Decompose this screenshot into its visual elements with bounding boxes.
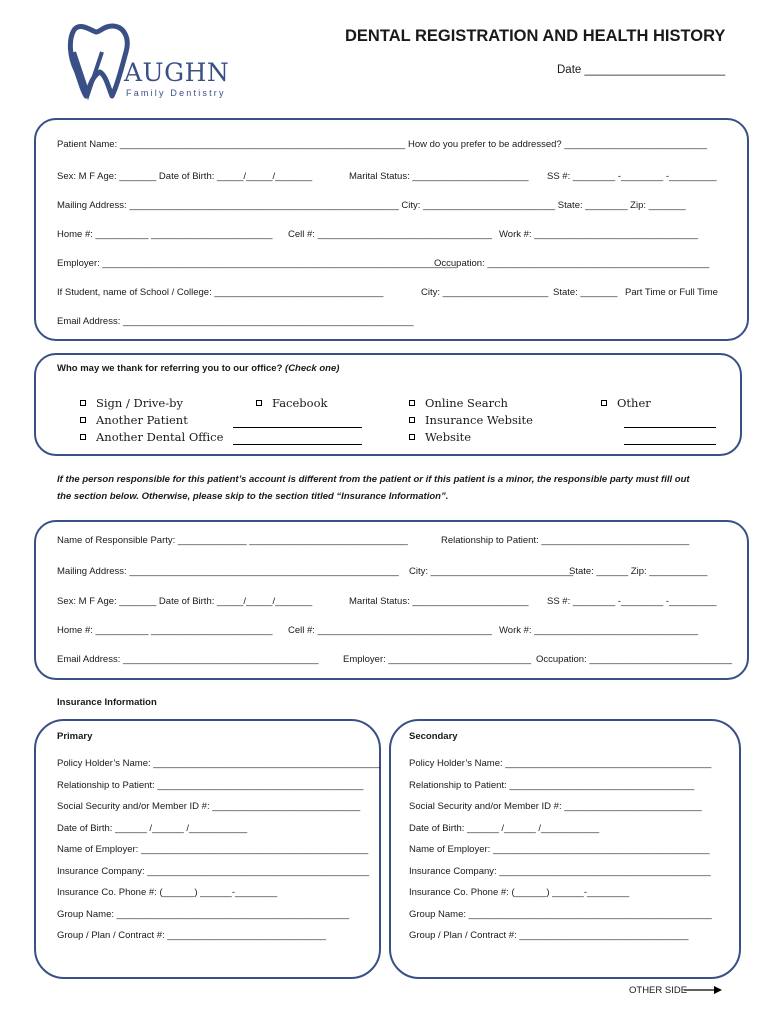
- referral-option-insurance-website[interactable]: [409, 413, 533, 427]
- secondary-insurance-field[interactable]: Social Security and/or Member ID #: __________________________: [409, 801, 702, 812]
- secondary-title: Secondary: [409, 731, 458, 742]
- referral-question: [57, 363, 339, 374]
- date-field[interactable]: Date ______________________: [557, 64, 726, 76]
- option-label: Online Search: [425, 396, 508, 410]
- secondary-insurance-field[interactable]: Policy Holder’s Name: _______________________________________: [409, 758, 712, 769]
- responsible-sex-age-dob-field[interactable]: Sex: M F Age: _______ Date of Birth: _____/_____/_______: [57, 596, 313, 607]
- primary-insurance-field[interactable]: Relationship to Patient: _______________________________________: [57, 779, 364, 791]
- secondary-insurance-field[interactable]: Insurance Company: ________________________________________: [409, 865, 711, 877]
- secondary-insurance-field[interactable]: Group / Plan / Contract #: ________________________________: [409, 930, 689, 941]
- responsible-ssn-field[interactable]: SS #: ________ -________ -_________: [547, 596, 717, 607]
- primary-title: Primary: [57, 731, 93, 742]
- primary-insurance-field[interactable]: Date of Birth: ______ /______ /___________: [57, 822, 248, 834]
- responsible-employer-field[interactable]: Employer: ___________________________: [343, 654, 532, 665]
- referral-option-facebook[interactable]: [256, 396, 327, 410]
- responsible-city-field[interactable]: City: ___________________________: [409, 566, 574, 577]
- marital-status-field[interactable]: Marital Status: ______________________: [349, 171, 529, 182]
- secondary-insurance-field[interactable]: Relationship to Patient: ___________________________________: [409, 779, 695, 791]
- option-label: Insurance Website: [425, 413, 533, 427]
- referral-option-online-search[interactable]: [409, 396, 508, 410]
- sex-age-dob-field[interactable]: Sex: M F Age: _______ Date of Birth: _____/_____/_______: [57, 171, 313, 182]
- checkbox[interactable]: [409, 417, 415, 423]
- secondary-insurance-field[interactable]: Date of Birth: ______ /______ /___________: [409, 822, 600, 834]
- responsible-address-field[interactable]: Mailing Address: ___________________________________________________: [57, 566, 399, 577]
- tooth-icon: [66, 22, 132, 102]
- option-label: Facebook: [272, 396, 328, 410]
- checkbox[interactable]: [80, 400, 86, 406]
- home-phone-field[interactable]: Home #: __________ _______________________: [57, 229, 273, 240]
- school-field[interactable]: If Student, name of School / College: ________________________________: [57, 287, 384, 298]
- patient-name-field[interactable]: Patient Name: ______________________________________________________: [57, 139, 406, 150]
- option-label: Sign / Drive-by: [96, 396, 183, 410]
- other-blank-2[interactable]: [624, 444, 716, 445]
- secondary-insurance-field[interactable]: Insurance Co. Phone #: (______) ______-________: [409, 887, 630, 898]
- checkbox[interactable]: [409, 434, 415, 440]
- occupation-field[interactable]: Occupation: __________________________________________: [434, 258, 710, 269]
- school-city-field[interactable]: City: ____________________: [421, 287, 549, 298]
- other-side-label: OTHER SIDE: [629, 985, 688, 996]
- referral-question-note: (Check one): [285, 363, 340, 374]
- responsible-home-field[interactable]: Home #: __________ _______________________: [57, 625, 273, 636]
- primary-insurance-field[interactable]: Group / Plan / Contract #: ______________________________: [57, 930, 326, 941]
- practice-logo: [66, 22, 246, 102]
- primary-insurance-field[interactable]: Group Name: ____________________________________________: [57, 908, 350, 920]
- referral-option-sign[interactable]: [80, 396, 183, 410]
- form-title: DENTAL REGISTRATION AND HEALTH HISTORY: [345, 27, 726, 45]
- logo-tagline: Family Dentistry: [126, 88, 226, 98]
- responsible-email-field[interactable]: Email Address: _____________________________________: [57, 654, 319, 665]
- responsible-party-notice-1: If the person responsible for this patient’s account is different from the patient or if this patient is a minor, the responsible party must fill out: [57, 474, 690, 485]
- responsible-name-field[interactable]: Name of Responsible Party: _____________ ______________________________: [57, 535, 408, 546]
- responsible-occupation-field[interactable]: Occupation: ___________________________: [536, 654, 732, 665]
- referral-option-another-patient[interactable]: [80, 413, 188, 427]
- primary-insurance-field[interactable]: Name of Employer: ___________________________________________: [57, 844, 369, 855]
- responsible-marital-field[interactable]: Marital Status: ______________________: [349, 596, 529, 607]
- work-phone-field[interactable]: Work #: _______________________________: [499, 229, 698, 240]
- referral-question-text: Who may we thank for referring you to our office?: [57, 363, 283, 374]
- employer-field[interactable]: Employer: ___________________________________________________________________: [57, 258, 457, 269]
- primary-insurance-field[interactable]: Social Security and/or Member ID #: ____________________________: [57, 801, 361, 812]
- insurance-heading: Insurance Information: [57, 697, 157, 708]
- responsible-cell-field[interactable]: Cell #: _________________________________: [288, 625, 492, 636]
- checkbox[interactable]: [256, 400, 262, 406]
- secondary-insurance-field[interactable]: Name of Employer: _________________________________________: [409, 844, 710, 855]
- office-name-blank[interactable]: [233, 444, 362, 445]
- part-full-time-option[interactable]: Part Time or Full Time: [625, 287, 718, 298]
- checkbox[interactable]: [80, 434, 86, 440]
- secondary-insurance-field[interactable]: Group Name: ______________________________________________: [409, 908, 712, 920]
- email-field[interactable]: Email Address: _______________________________________________________: [57, 316, 414, 327]
- referral-option-website[interactable]: [409, 430, 471, 444]
- option-label: Other: [617, 396, 651, 410]
- ssn-field[interactable]: SS #: ________ -________ -_________: [547, 171, 717, 182]
- school-state-field[interactable]: State: _______: [553, 287, 618, 298]
- referral-option-another-office[interactable]: [80, 430, 223, 444]
- preferred-name-field[interactable]: How do you prefer to be addressed? ___________________________: [408, 139, 707, 150]
- checkbox[interactable]: [409, 400, 415, 406]
- option-label: Website: [425, 430, 472, 444]
- checkbox[interactable]: [80, 417, 86, 423]
- primary-insurance-field[interactable]: Insurance Co. Phone #: (______) ______-________: [57, 887, 278, 898]
- cell-phone-field[interactable]: Cell #: _________________________________: [288, 229, 492, 240]
- primary-insurance-field[interactable]: Insurance Company: __________________________________________: [57, 865, 370, 877]
- option-label: Another Patient: [96, 413, 188, 427]
- checkbox[interactable]: [601, 400, 607, 406]
- arrow-right-icon: [684, 985, 724, 995]
- responsible-work-field[interactable]: Work #: _______________________________: [499, 625, 698, 636]
- patient-name-blank[interactable]: [233, 427, 362, 428]
- logo-wordmark: AUGHN: [124, 58, 230, 87]
- option-label: Another Dental Office: [96, 430, 224, 444]
- other-blank-1[interactable]: [624, 427, 716, 428]
- responsible-relationship-field[interactable]: Relationship to Patient: ____________________________: [441, 535, 690, 546]
- primary-insurance-field[interactable]: Policy Holder’s Name: ___________________________________________: [57, 758, 381, 769]
- responsible-state-zip-field[interactable]: State: ______ Zip: ___________: [569, 566, 708, 577]
- mailing-address-field[interactable]: Mailing Address: ___________________________________________________ City: _________________________ State: ________ Zip: _______: [57, 200, 686, 211]
- referral-option-other[interactable]: [601, 396, 651, 410]
- responsible-party-notice-2: the section below. Otherwise, please skip to the section titled “Insurance Information”.: [57, 491, 449, 502]
